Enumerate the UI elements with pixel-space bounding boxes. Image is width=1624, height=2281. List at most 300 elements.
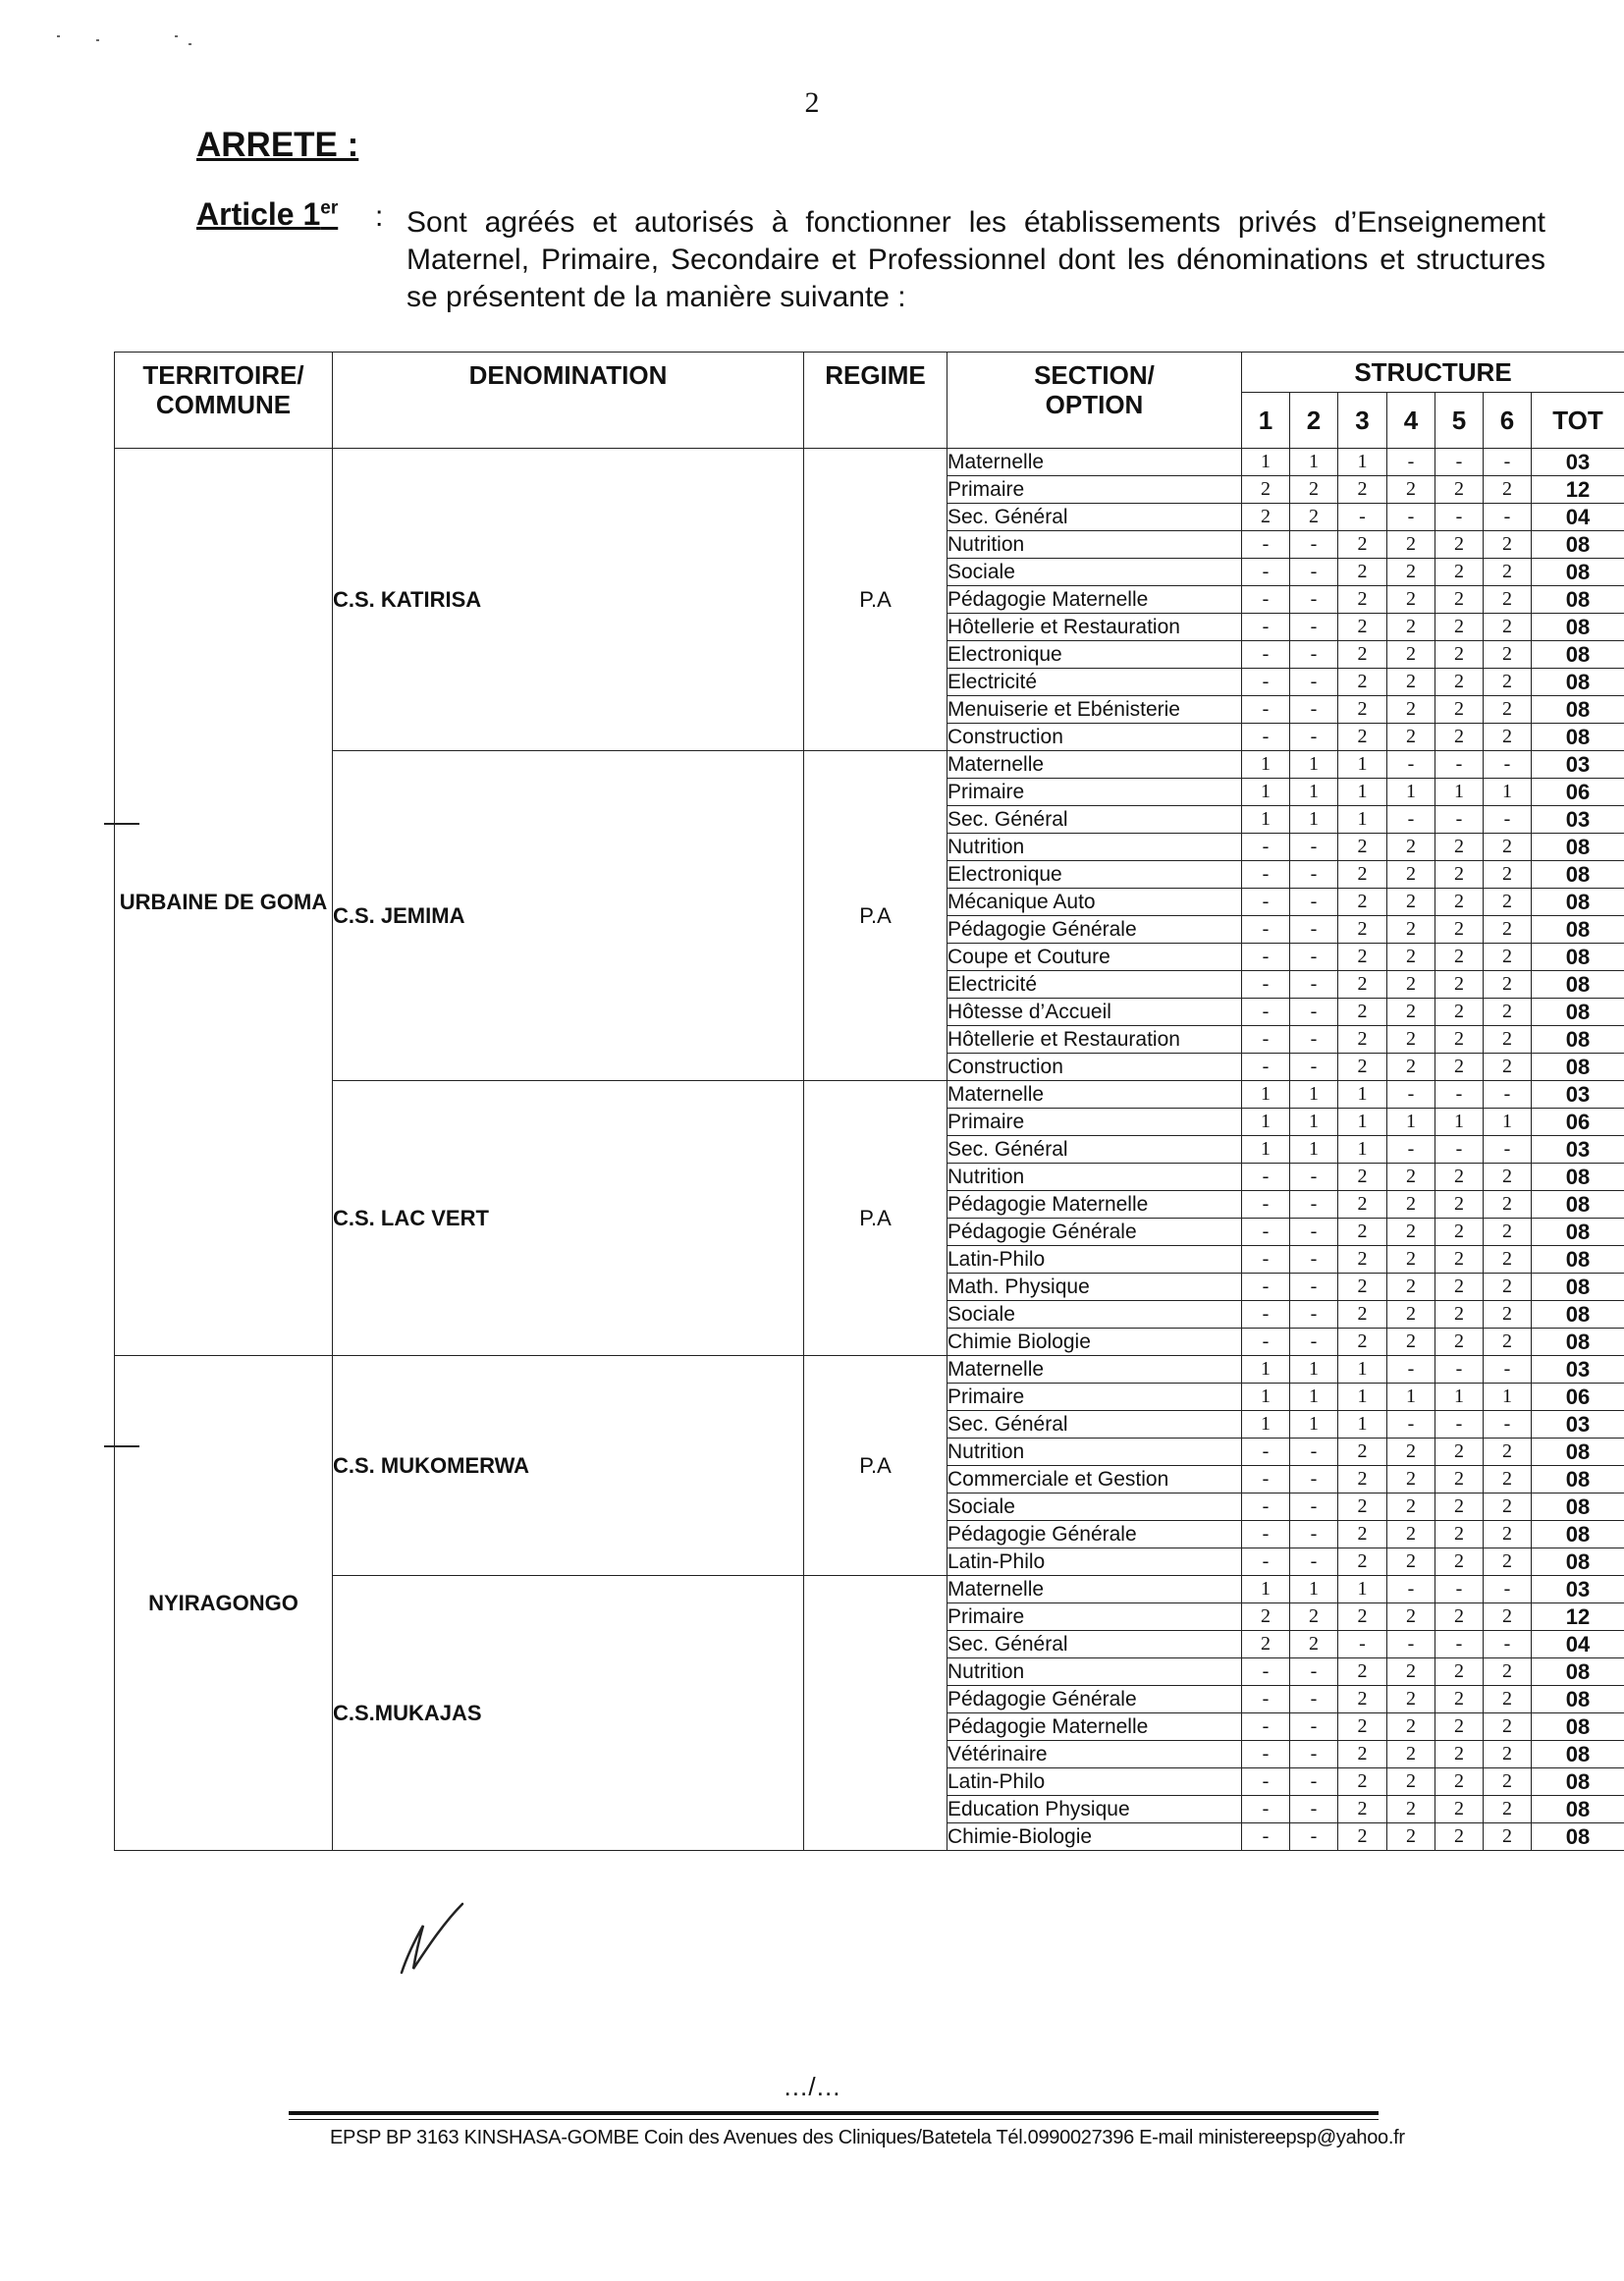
footer-address: EPSP BP 3163 KINSHASA-GOMBE Coin des Avenues des Cliniques/Batetela Tél.0990027396 E-mail ministereepsp@yahoo.fr [330, 2127, 1405, 2148]
header-col-5: 5 [1435, 393, 1484, 449]
total-value: 04 [1532, 1631, 1624, 1658]
structure-value: - [1242, 614, 1290, 641]
structure-value: 2 [1484, 724, 1532, 751]
structure-value: 2 [1387, 1741, 1435, 1768]
structure-value: - [1242, 1274, 1290, 1301]
structure-value: 2 [1338, 1658, 1387, 1686]
section-option: Nutrition [947, 1164, 1242, 1191]
structure-value: 1 [1484, 1109, 1532, 1136]
territory-name: URBAINE DE GOMA [115, 449, 333, 1356]
structure-value: 1 [1435, 779, 1484, 806]
table-row [115, 1576, 1624, 1603]
structure-value: 2 [1435, 944, 1484, 971]
structure-value: 2 [1338, 1329, 1387, 1356]
structure-value: - [1242, 1686, 1290, 1713]
structure-value: - [1290, 1768, 1338, 1796]
structure-value: - [1242, 944, 1290, 971]
structure-value: 2 [1435, 1494, 1484, 1521]
structure-value: 2 [1435, 1658, 1484, 1686]
section-option: Commerciale et Gestion [947, 1466, 1242, 1494]
structure-value: - [1338, 1631, 1387, 1658]
structure-value: 2 [1484, 944, 1532, 971]
structure-value: 2 [1338, 1054, 1387, 1081]
structure-value: 1 [1290, 1576, 1338, 1603]
section-option: Hôtellerie et Restauration [947, 614, 1242, 641]
structure-value: 2 [1387, 1548, 1435, 1576]
structure-value: - [1242, 1219, 1290, 1246]
scan-speck [57, 35, 60, 37]
total-value: 08 [1532, 586, 1624, 614]
total-value: 06 [1532, 1109, 1624, 1136]
school-regime: P.A [804, 1081, 947, 1356]
structure-value: - [1242, 889, 1290, 916]
structure-value: - [1484, 806, 1532, 834]
structure-value: - [1387, 751, 1435, 779]
structure-value: - [1290, 696, 1338, 724]
total-value: 08 [1532, 1686, 1624, 1713]
structure-value: 2 [1484, 614, 1532, 641]
structure-value: 2 [1387, 1823, 1435, 1851]
structure-value: 1 [1290, 449, 1338, 476]
total-value: 08 [1532, 1466, 1624, 1494]
structure-value: - [1242, 1823, 1290, 1851]
signature-mark [398, 1900, 476, 1979]
section-option: Primaire [947, 1603, 1242, 1631]
structure-value: - [1242, 1494, 1290, 1521]
structure-value: 2 [1387, 1521, 1435, 1548]
structure-value: 2 [1435, 1768, 1484, 1796]
section-option: Electricité [947, 669, 1242, 696]
structure-value: - [1242, 1741, 1290, 1768]
structure-value: - [1242, 1713, 1290, 1741]
structure-value: - [1290, 1686, 1338, 1713]
section-option: Maternelle [947, 1576, 1242, 1603]
structure-value: - [1484, 449, 1532, 476]
structure-value: - [1435, 1411, 1484, 1439]
structure-value: 2 [1338, 999, 1387, 1026]
school-name: C.S. LAC VERT [333, 1081, 804, 1356]
structure-value: 2 [1338, 586, 1387, 614]
structure-value: - [1484, 1081, 1532, 1109]
structure-value: 2 [1387, 1686, 1435, 1713]
structure-value: 1 [1338, 1136, 1387, 1164]
structure-value: - [1290, 1741, 1338, 1768]
structure-value: - [1290, 531, 1338, 559]
total-value: 08 [1532, 1658, 1624, 1686]
structure-value: 1 [1290, 1411, 1338, 1439]
structure-value: - [1290, 916, 1338, 944]
structure-value: 1 [1387, 1109, 1435, 1136]
structure-value: 2 [1484, 1494, 1532, 1521]
section-option: Latin-Philo [947, 1246, 1242, 1274]
structure-value: 2 [1338, 1768, 1387, 1796]
total-value: 12 [1532, 1603, 1624, 1631]
structure-value: 2 [1484, 1823, 1532, 1851]
total-value: 08 [1532, 889, 1624, 916]
structure-value: 2 [1338, 696, 1387, 724]
structure-value: - [1435, 449, 1484, 476]
structure-value: 2 [1435, 1521, 1484, 1548]
structure-value: - [1435, 1631, 1484, 1658]
structure-value: 2 [1484, 1191, 1532, 1219]
structure-value: 1 [1290, 1081, 1338, 1109]
total-value: 08 [1532, 861, 1624, 889]
structure-value: - [1242, 999, 1290, 1026]
structure-value: 2 [1387, 1191, 1435, 1219]
structure-value: - [1242, 1246, 1290, 1274]
structure-value: - [1290, 1219, 1338, 1246]
header-col-tot: TOT [1532, 393, 1624, 449]
structure-value: - [1290, 971, 1338, 999]
structure-value: - [1484, 504, 1532, 531]
structure-value: 2 [1484, 1548, 1532, 1576]
structure-value: 2 [1484, 1796, 1532, 1823]
structure-value: 2 [1242, 1603, 1290, 1631]
total-value: 08 [1532, 696, 1624, 724]
structure-value: 2 [1338, 1494, 1387, 1521]
structure-value: 1 [1290, 779, 1338, 806]
structure-value: 2 [1387, 889, 1435, 916]
header-territoire [115, 353, 333, 449]
section-option: Pédagogie Maternelle [947, 586, 1242, 614]
structure-value: 1 [1290, 1384, 1338, 1411]
structure-value: 2 [1338, 861, 1387, 889]
structure-value: - [1242, 916, 1290, 944]
structure-value: 1 [1242, 806, 1290, 834]
section-option: Primaire [947, 1384, 1242, 1411]
structure-value: - [1435, 1576, 1484, 1603]
structure-value: - [1387, 1081, 1435, 1109]
total-value: 08 [1532, 1026, 1624, 1054]
structure-value: 2 [1435, 1191, 1484, 1219]
structure-value: 1 [1242, 449, 1290, 476]
header-regime [804, 353, 947, 449]
section-option: Pédagogie Générale [947, 1521, 1242, 1548]
structure-value: 2 [1435, 641, 1484, 669]
total-value: 08 [1532, 1494, 1624, 1521]
structure-value: - [1242, 641, 1290, 669]
structure-value: 1 [1338, 1576, 1387, 1603]
structure-value: - [1387, 1631, 1435, 1658]
structure-value: 2 [1435, 724, 1484, 751]
structure-value: 2 [1338, 916, 1387, 944]
structure-value: - [1290, 724, 1338, 751]
section-option: Sociale [947, 1301, 1242, 1329]
structure-value: - [1435, 1136, 1484, 1164]
structure-value: - [1484, 1576, 1532, 1603]
structure-value: 1 [1387, 1384, 1435, 1411]
structure-value: 2 [1338, 1686, 1387, 1713]
structure-value: - [1290, 1274, 1338, 1301]
section-option: Nutrition [947, 1439, 1242, 1466]
structure-value: 2 [1242, 504, 1290, 531]
structure-value: 2 [1435, 1439, 1484, 1466]
structure-value: - [1290, 1026, 1338, 1054]
structure-value: 2 [1484, 916, 1532, 944]
header-denomination-text: DENOMINATION [468, 360, 668, 390]
structure-value: 2 [1484, 1026, 1532, 1054]
section-option: Nutrition [947, 531, 1242, 559]
structure-value: 1 [1338, 1109, 1387, 1136]
structure-value: 2 [1484, 1713, 1532, 1741]
structure-value: - [1435, 504, 1484, 531]
structure-value: - [1290, 1713, 1338, 1741]
header-col-6: 6 [1484, 393, 1532, 449]
header-section-text: SECTION/ OPTION [1034, 360, 1155, 419]
structure-value: 2 [1484, 1054, 1532, 1081]
structure-value: - [1387, 806, 1435, 834]
structure-value: - [1290, 1823, 1338, 1851]
structure-value: 1 [1338, 779, 1387, 806]
structure-value: 2 [1338, 1219, 1387, 1246]
structure-value: 1 [1242, 1384, 1290, 1411]
structure-value: 2 [1242, 476, 1290, 504]
structure-value: 2 [1435, 834, 1484, 861]
structure-value: 2 [1387, 1301, 1435, 1329]
section-option: Primaire [947, 476, 1242, 504]
structure-value: 2 [1435, 1301, 1484, 1329]
structure-value: 2 [1435, 669, 1484, 696]
total-value: 08 [1532, 669, 1624, 696]
structure-value: 1 [1338, 1356, 1387, 1384]
section-option: Education Physique [947, 1796, 1242, 1823]
structure-value: - [1290, 889, 1338, 916]
structure-value: 2 [1484, 586, 1532, 614]
structure-value: 2 [1484, 1301, 1532, 1329]
total-value: 08 [1532, 1548, 1624, 1576]
school-name: C.S. MUKOMERWA [333, 1356, 804, 1576]
structure-value: - [1290, 1246, 1338, 1274]
structure-value: - [1290, 1521, 1338, 1548]
structure-value: 2 [1290, 1603, 1338, 1631]
total-value: 08 [1532, 1246, 1624, 1274]
table-row [115, 449, 1624, 476]
structure-value: 2 [1242, 1631, 1290, 1658]
article-text: Sont agréés et autorisés à fonctionner les établissements privés d’Enseignement Maternel, Primaire, Secondaire et Professionnel dont les dénominations et structures se présentent de la manière suivante : [406, 206, 1545, 313]
section-option: Hôtellerie et Restauration [947, 1026, 1242, 1054]
structure-value: 2 [1435, 696, 1484, 724]
structure-value: - [1242, 586, 1290, 614]
structure-value: - [1484, 1631, 1532, 1658]
section-option: Pédagogie Maternelle [947, 1191, 1242, 1219]
structure-value: 2 [1435, 1823, 1484, 1851]
structure-value: 2 [1484, 971, 1532, 999]
total-value: 08 [1532, 1219, 1624, 1246]
total-value: 03 [1532, 1136, 1624, 1164]
structure-value: 1 [1435, 1109, 1484, 1136]
section-option: Electricité [947, 971, 1242, 999]
structure-value: - [1290, 1191, 1338, 1219]
section-option: Hôtesse d’Accueil [947, 999, 1242, 1026]
total-value: 08 [1532, 1274, 1624, 1301]
structure-value: - [1242, 1796, 1290, 1823]
structure-value: 2 [1387, 724, 1435, 751]
structure-value: - [1290, 1796, 1338, 1823]
structure-value: 2 [1387, 1219, 1435, 1246]
structure-value: - [1290, 641, 1338, 669]
school-name: C.S.MUKAJAS [333, 1576, 804, 1851]
section-option: Maternelle [947, 1081, 1242, 1109]
structure-value: 2 [1387, 1054, 1435, 1081]
structure-value: 2 [1387, 559, 1435, 586]
article-label-text: Article 1 [196, 196, 321, 232]
table-row [115, 751, 1624, 779]
total-value: 03 [1532, 449, 1624, 476]
article-colon: : [375, 200, 384, 233]
structure-value: - [1290, 1301, 1338, 1329]
structure-value: - [1242, 1026, 1290, 1054]
total-value: 08 [1532, 834, 1624, 861]
structure-value: - [1290, 1164, 1338, 1191]
total-value: 08 [1532, 916, 1624, 944]
structure-value: - [1484, 751, 1532, 779]
structure-value: 2 [1435, 1713, 1484, 1741]
structure-value: 2 [1338, 1274, 1387, 1301]
header-col-1: 1 [1242, 393, 1290, 449]
margin-mark [104, 1445, 139, 1447]
structure-value: 2 [1484, 999, 1532, 1026]
structure-value: 1 [1338, 449, 1387, 476]
table-row [115, 1356, 1624, 1384]
structure-value: 1 [1242, 779, 1290, 806]
school-regime: P.A [804, 751, 947, 1081]
structure-value: - [1290, 614, 1338, 641]
structure-value: 2 [1484, 641, 1532, 669]
structure-value: 2 [1338, 1246, 1387, 1274]
structure-value: - [1290, 1439, 1338, 1466]
section-option: Chimie Biologie [947, 1329, 1242, 1356]
structure-value: - [1435, 751, 1484, 779]
structure-value: 2 [1484, 696, 1532, 724]
section-option: Electronique [947, 861, 1242, 889]
structure-value: - [1242, 1548, 1290, 1576]
structure-value: - [1290, 944, 1338, 971]
structure-value: 2 [1435, 1164, 1484, 1191]
header-denomination [333, 353, 804, 449]
structure-value: 2 [1290, 476, 1338, 504]
margin-mark [104, 823, 139, 825]
structure-value: 2 [1338, 1741, 1387, 1768]
structure-value: 2 [1435, 531, 1484, 559]
structure-value: 2 [1484, 1658, 1532, 1686]
structure-value: 2 [1338, 531, 1387, 559]
structure-value: - [1290, 834, 1338, 861]
section-option: Math. Physique [947, 1274, 1242, 1301]
total-value: 08 [1532, 971, 1624, 999]
structure-value: 2 [1338, 669, 1387, 696]
structure-value: 2 [1435, 916, 1484, 944]
structure-value: 2 [1435, 1219, 1484, 1246]
structure-value: 2 [1435, 559, 1484, 586]
structure-value: 2 [1435, 971, 1484, 999]
structure-value: 1 [1242, 1356, 1290, 1384]
structure-value: 2 [1484, 476, 1532, 504]
total-value: 08 [1532, 559, 1624, 586]
structure-value: 2 [1435, 1329, 1484, 1356]
structure-value: 2 [1484, 1164, 1532, 1191]
section-option: Pédagogie Générale [947, 1219, 1242, 1246]
structure-value: - [1387, 1136, 1435, 1164]
structure-value: 2 [1338, 1796, 1387, 1823]
structure-value: 2 [1435, 889, 1484, 916]
section-option: Mécanique Auto [947, 889, 1242, 916]
continuation-mark [0, 2072, 1624, 2102]
structure-value: 2 [1338, 1164, 1387, 1191]
structure-value: - [1242, 1301, 1290, 1329]
section-option: Latin-Philo [947, 1548, 1242, 1576]
total-value: 03 [1532, 1356, 1624, 1384]
structure-value: - [1242, 531, 1290, 559]
section-option: Chimie-Biologie [947, 1823, 1242, 1851]
header-section [947, 353, 1242, 449]
section-option: Maternelle [947, 751, 1242, 779]
total-value: 08 [1532, 614, 1624, 641]
structure-value: 1 [1290, 1356, 1338, 1384]
page-number: 2 [804, 86, 820, 119]
section-option: Construction [947, 1054, 1242, 1081]
structure-value: - [1435, 1356, 1484, 1384]
structure-value: - [1435, 1081, 1484, 1109]
structure-value: 2 [1387, 971, 1435, 999]
structure-value: 2 [1435, 1246, 1484, 1274]
structure-value: 2 [1435, 999, 1484, 1026]
section-option: Nutrition [947, 1658, 1242, 1686]
article-label-sup: er [320, 197, 339, 219]
footer-rule [289, 2111, 1379, 2115]
structure-value: 2 [1484, 861, 1532, 889]
total-value: 08 [1532, 1054, 1624, 1081]
structure-value: 2 [1435, 1466, 1484, 1494]
structure-value: 1 [1290, 751, 1338, 779]
scan-speck [175, 35, 178, 37]
structure-value: 2 [1338, 1603, 1387, 1631]
structure-value: 1 [1290, 806, 1338, 834]
section-option: Maternelle [947, 449, 1242, 476]
total-value: 08 [1532, 999, 1624, 1026]
structure-value: 2 [1338, 641, 1387, 669]
header-col-3: 3 [1338, 393, 1387, 449]
section-option: Construction [947, 724, 1242, 751]
structure-value: 2 [1435, 476, 1484, 504]
structure-value: 2 [1387, 944, 1435, 971]
total-value: 08 [1532, 1713, 1624, 1741]
structure-value: 2 [1435, 1603, 1484, 1631]
structure-value: 1 [1290, 1109, 1338, 1136]
structure-value: 2 [1484, 1274, 1532, 1301]
structure-value: 2 [1387, 1494, 1435, 1521]
structure-value: 2 [1338, 1466, 1387, 1494]
structure-value: 2 [1290, 1631, 1338, 1658]
structure-value: 2 [1338, 559, 1387, 586]
structure-value: 2 [1484, 1521, 1532, 1548]
structure-value: - [1242, 696, 1290, 724]
total-value: 08 [1532, 1191, 1624, 1219]
structure-value: 2 [1484, 834, 1532, 861]
schools-table [114, 352, 1624, 1851]
structure-value: 2 [1387, 1026, 1435, 1054]
footer-rule-thin [289, 2119, 1379, 2120]
structure-value: - [1290, 1054, 1338, 1081]
structure-value: - [1242, 971, 1290, 999]
structure-value: - [1242, 861, 1290, 889]
continuation-text: …/… [783, 2072, 841, 2101]
structure-value: 2 [1387, 861, 1435, 889]
section-option: Sec. Général [947, 1136, 1242, 1164]
section-option: Coupe et Couture [947, 944, 1242, 971]
structure-value: 2 [1435, 1548, 1484, 1576]
structure-value: 2 [1338, 614, 1387, 641]
section-option: Sec. Général [947, 1411, 1242, 1439]
